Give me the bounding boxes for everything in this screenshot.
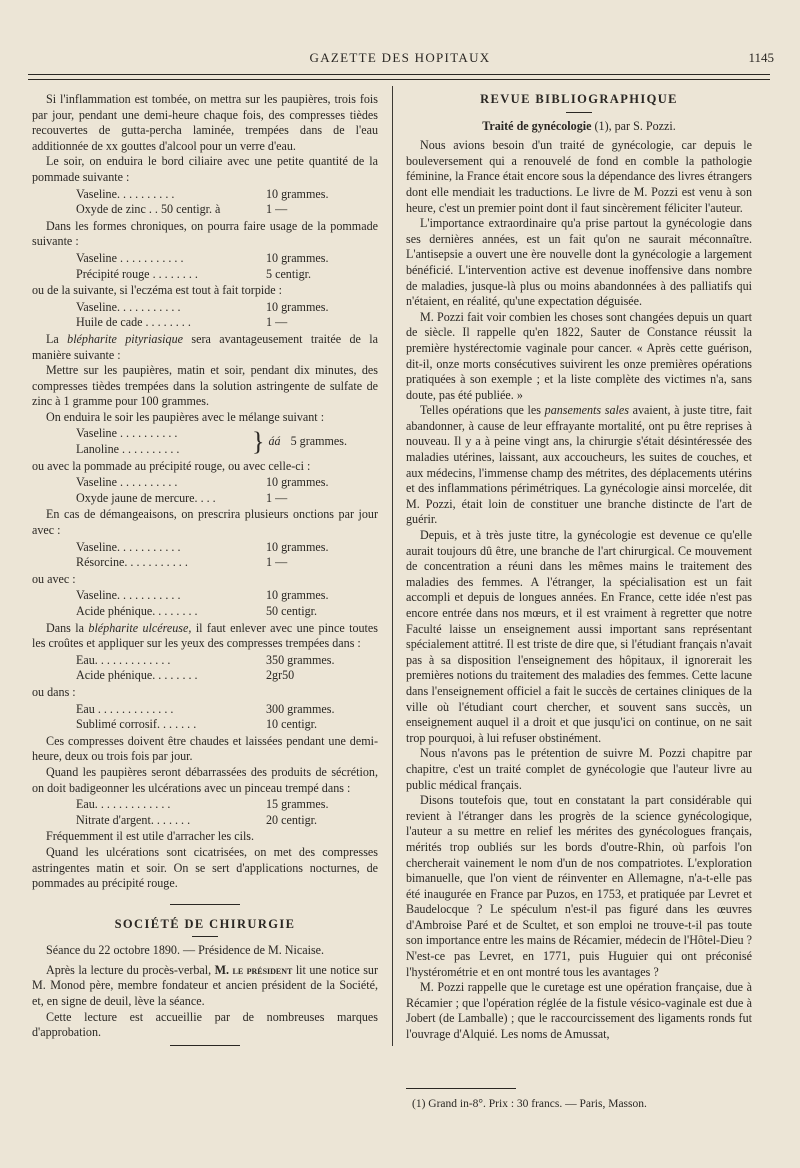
formula-row: [76, 187, 378, 203]
footnote: (1) Grand in-8°. Prix : 30 francs. — Paris, Masson.: [412, 1098, 647, 1110]
book-title: Traité de gynécologie: [482, 118, 592, 133]
ingredient: Vaseline. . . . . . . . . . .: [76, 299, 181, 314]
paragraph: ou avec :: [32, 571, 76, 586]
speaker-name: M. le président: [214, 962, 293, 977]
paragraph: Nous avions besoin d'un traité de gynécologie, car depuis le bouleversement qui a renouvelé de fond en comble la pathologie féminine, la France était encore sous la dépendance des livres étrangers dont elle mendiait les traductions. Le livre de M. Pozzi est venu à son heure, c'est un premier point dont il faut sincèrement féliciter l'auteur.: [406, 138, 752, 215]
formula-row: [76, 202, 378, 218]
paragraph: ou de la suivante, si l'eczéma est tout à fait torpide :: [32, 283, 283, 298]
paragraph: [32, 621, 378, 652]
quantity: 1 —: [266, 202, 288, 217]
formula-row: [76, 717, 378, 733]
formula-brace: [76, 426, 378, 457]
ingredient: Eau. . . . . . . . . . . . .: [76, 797, 171, 812]
ana-mark: áá: [268, 434, 281, 449]
text-run: lit une notice sur M. Monod père, membre fondateur et ancien président de la Société, et, en signe de deuil, lève la séance.: [32, 962, 378, 1009]
ingredient: Nitrate d'argent. . . . . . .: [76, 812, 191, 827]
formula-row: [76, 702, 378, 718]
paragraph: Fréquemment il est utile d'arracher les cils.: [46, 829, 255, 844]
formula-row: [76, 251, 378, 267]
footnote-rule: [406, 1088, 516, 1089]
formula-row: [76, 604, 378, 620]
ingredient: Acide phénique. . . . . . . .: [76, 604, 198, 618]
ingredient: Huile de cade . . . . . . . .: [76, 315, 191, 330]
formula: [76, 187, 378, 218]
ingredient: Vaseline . . . . . . . . . . .: [76, 250, 184, 265]
text-run: Telles opérations que les: [420, 403, 545, 418]
ingredient: Vaseline . . . . . . . . . .: [76, 426, 178, 441]
paragraph: L'importance extraordinaire qu'a prise partout la gynécologie dans ses dernières années, est un fait qu'on ne saurait méconnaître. L'antisepsie a ouvert une ère nouvelle dont la gynécologie a largement bénéficié. L'intervention active est devenue inoffensive dans nombre de maladies, jusque-là plus ou moins abandonnées à des palliatifs qui n'étaient, en réalité, qu'une expectation déguisée.: [406, 216, 752, 309]
paragraph: On enduira le soir les paupières avec le mélange suivant :: [46, 409, 325, 424]
ingredient: Eau. . . . . . . . . . . . .: [76, 652, 171, 667]
ingredient: Résorcine. . . . . . . . . . .: [76, 555, 188, 570]
formula: [76, 653, 378, 684]
text-run: avaient, à juste titre, fait abandonner, à cause de leur effrayante mortalité, ont pu être reprises à nouveau. Il y a à peine vingt ans, la chirurgie s'était désintéressée des maladies utérines, laissant, aux accoucheurs, les suites de couches, et aux médecins, l'immense champ des métrites, des déplacements utérins et des inflammations périmétriques. La gynécologie ainsi morcelée, dit M. Pozzi, était loin de constituer une branche distincte de l'art de guérir.: [406, 403, 752, 527]
quantity: 20 centigr.: [266, 812, 318, 827]
ingredient: Vaseline. . . . . . . . . . .: [76, 539, 181, 554]
text-run: il faut enlever avec une pince toutes les croûtes et appliquer sur les yeux des compresses trempées dans :: [32, 620, 378, 651]
paragraph: [32, 963, 378, 1010]
paragraph: Quand les paupières seront débarrassées des produits de sécrétion, on doit badigeonner les ulcérations avec un pinceau trempé dans :: [32, 764, 378, 795]
formula: [76, 300, 378, 331]
text-run: Après la lecture du procès-verbal,: [46, 962, 215, 977]
formula-row: [76, 491, 378, 507]
book-title-line: [406, 119, 752, 135]
ingredient: Vaseline. . . . . . . . . .: [76, 186, 175, 201]
quantity: 1 —: [266, 490, 288, 505]
paragraph: Depuis, et à très juste titre, la gynécologie est devenue ce qu'elle aurait toujours dû être, une branche de l'art chirurgical. Ce mouvement de concentration a réuni dans les mêmes mains le traitement des maladies des femmes. A l'étranger, la spécialisation est un fait accompli et depuis de longues années. En France, cette idée n'est pas encore entrée dans nos mœurs, et il est vraiment à regretter que notre Faculté laisse un enseignement aussi important sans représentant spécialement attitré. Il est triste de dire que, si l'étudiant français n'avait pas à sa disposition l'enseignement des hôpitaux, il ignorerait les premières notions du traitement des maladies des femmes. Cette lacune dans l'enseignement officiel a fait le succès de certaines cliniques de la ville où l'étudiant court chercher, et souvent sans succès, un enseignement auquel il a droit et que jusqu'ici on continue, on ne sait trop pourquoi, à lui refuser obstinément.: [406, 528, 752, 745]
page-number: 1145: [748, 50, 774, 65]
heading-rule: [566, 112, 592, 113]
ingredient-list: [76, 426, 248, 457]
header-rule-bottom: [28, 79, 770, 80]
ingredient: Précipité rouge . . . . . . . .: [76, 266, 198, 281]
quantity: 10 grammes.: [266, 475, 329, 490]
text-run: sera avantageusement traitée de la manière suivante :: [32, 331, 379, 362]
paragraph: M. Pozzi rappelle que le curetage est une opération française, due à Récamier ; que l'opération réglée de la fistule vésico-vaginale est due à Jobert (de Lamballe) ; que le raccourcissement des ligaments ronds fut l'ouvrage d'Alquié. Les noms de Amussat,: [406, 980, 752, 1042]
ingredient: Sublimé corrosif. . . . . . .: [76, 717, 197, 732]
formula-row: [76, 653, 378, 669]
text-run: La: [46, 331, 68, 346]
quantity: 50 centigr.: [266, 604, 318, 618]
left-column: [32, 92, 378, 1058]
quantity: 10 grammes.: [266, 299, 329, 314]
brace-symbol: }: [252, 427, 265, 457]
formula-row: [76, 300, 378, 316]
quantity: 5 centigr.: [266, 266, 312, 281]
paragraph: Nous n'avons pas le prétention de suivre M. Pozzi chapitre par chapitre, c'est un traité complet de gynécologie que l'auteur livre au public médical français.: [406, 746, 752, 792]
book-author: (1), par S. Pozzi.: [591, 118, 676, 133]
formula: [76, 540, 378, 571]
ingredient: Eau . . . . . . . . . . . . .: [76, 701, 174, 716]
formula-row: [76, 813, 378, 829]
quantity: 10 grammes.: [266, 186, 329, 201]
ingredient: Vaseline. . . . . . . . . . .: [76, 588, 181, 603]
paragraph: M. Pozzi fait voir combien les choses sont changées depuis un quart de siècle. Il rappelle qu'en 1822, Sauter de Constance réussit la première hystérectomie vaginale pour cancer. « Après cette guérison, dit-il, onze morts consécutives suivirent les onze premières opérations pratiquées à son exemple ; et la liste complète des victimes n'a, sans doute, pas été publiée. »: [406, 309, 752, 402]
paragraph: Si l'inflammation est tombée, on mettra sur les paupières, trois fois par jour, pendant une demi-heure chaque fois, des compresses tièdes recouvertes de gutta-percha laminée, trempées dans de l'eau additionnée de xx gouttes d'alcool pour un verre d'eau.: [32, 92, 378, 153]
text-run: Dans la: [46, 620, 89, 635]
paragraph: ou avec la pommade au précipité rouge, ou avec celle-ci :: [32, 458, 311, 473]
paragraph: Cette lecture est accueillie par de nombreuses marques d'approbation.: [32, 1009, 378, 1040]
emphasis: blépharite pityriasique: [67, 331, 184, 346]
ingredient: Oxyde jaune de mercure. . . .: [76, 490, 216, 505]
formula: [76, 475, 378, 506]
paragraph: [406, 403, 752, 528]
paragraph: Le soir, on enduira le bord ciliaire avec une petite quantité de la pommade suivante :: [32, 154, 378, 184]
quantity: 10 grammes.: [266, 588, 329, 603]
heading-rule: [192, 936, 218, 937]
paragraph: Quand les ulcérations sont cicatrisées, on met des compresses astringentes matin et soir. On se sert d'applications nocturnes, de pommades au précipité rouge.: [32, 844, 378, 891]
formula: [76, 797, 378, 828]
formula-row: [76, 267, 378, 283]
ingredient: Acide phénique. . . . . . . .: [76, 668, 198, 683]
paragraph: [32, 332, 378, 363]
quantity: 15 grammes.: [266, 797, 329, 812]
quantity: 1 —: [266, 315, 288, 330]
formula-row: [76, 475, 378, 491]
emphasis: pansements sales: [544, 403, 629, 418]
quantity: 10 grammes.: [266, 539, 329, 554]
formula-row: [76, 588, 378, 604]
formula-row: [76, 540, 378, 556]
header-rule-top: [28, 74, 770, 75]
quantity: 5 grammes.: [290, 434, 348, 449]
formula: [76, 251, 378, 282]
formula: [76, 702, 378, 733]
quantity: 1 —: [266, 555, 288, 570]
ingredient: Vaseline . . . . . . . . . .: [76, 475, 178, 490]
formula-row: [76, 555, 378, 571]
paragraph: Disons toutefois que, tout en constatant la part considérable qui revient à l'étranger dans les progrès de la science gynécologique, l'auteur a su mettre en relief les mérites des gynécologues français, mérités trop oubliés sur les bords d'outre-Rhin, où parfois l'on chercherait vainement le nom d'un de nos compatriotes. L'exploration bimanuelle, que l'on vient de réinventer en Allemagne, n'a-t-elle pas été inaugurée en France par Puzos, en 1753, et pratiquée par Levret et Baudelocque ? Le spéculum n'est-il pas figuré dans les œuvres d'Ambroise Paré et de Scultet, et son emploi ne trouve-t-il pas toute son importance entre les mains de Récamier, médecin de l'Hôtel-Dieu ? N'est-ce pas Levret, en 1771, puis Huguier qui ont préconisé l'hystérométrie et en ont montré tous les avantages ?: [406, 793, 752, 979]
formula: [76, 588, 378, 619]
quantity: 350 grammes.: [266, 652, 335, 667]
session-line: Séance du 22 octobre 1890. — Présidence de M. Nicaise.: [46, 943, 325, 958]
paragraph: Dans les formes chroniques, on pourra faire usage de la pommade suivante :: [32, 218, 378, 249]
section-heading: SOCIÉTÉ DE CHIRURGIE: [114, 916, 296, 931]
quantity: 2gr50: [266, 668, 295, 683]
ingredient: Oxyde de zinc . . 50 centigr. à: [76, 202, 221, 217]
column-divider: [392, 86, 393, 1046]
quantity: 10 centigr.: [266, 717, 318, 732]
running-title: GAZETTE DES HOPITAUX: [309, 50, 491, 65]
right-column: [406, 92, 752, 1043]
paragraph: En cas de démangeaisons, on prescrira plusieurs onctions par jour avec :: [32, 507, 378, 538]
formula-row: [76, 668, 378, 684]
paragraph: ou dans :: [32, 684, 76, 699]
quantity: 300 grammes.: [266, 701, 335, 716]
paragraph: Mettre sur les paupières, matin et soir, pendant dix minutes, des compresses tièdes trempées dans la solution astringente de sulfate de zinc à 1 gramme pour 100 grammes.: [32, 363, 378, 409]
formula-row: [76, 797, 378, 813]
section-separator: [170, 1045, 240, 1046]
paragraph: Ces compresses doivent être chaudes et laissées pendant une demi-heure, deux ou trois fois par jour.: [32, 733, 378, 764]
section-heading: REVUE BIBLIOGRAPHIQUE: [480, 92, 678, 106]
emphasis: blépharite ulcéreuse,: [88, 620, 192, 635]
formula-row: [76, 315, 378, 331]
section-separator: [170, 904, 240, 905]
ingredient: Lanoline . . . . . . . . . .: [76, 442, 180, 457]
quantity: 10 grammes.: [266, 250, 329, 265]
